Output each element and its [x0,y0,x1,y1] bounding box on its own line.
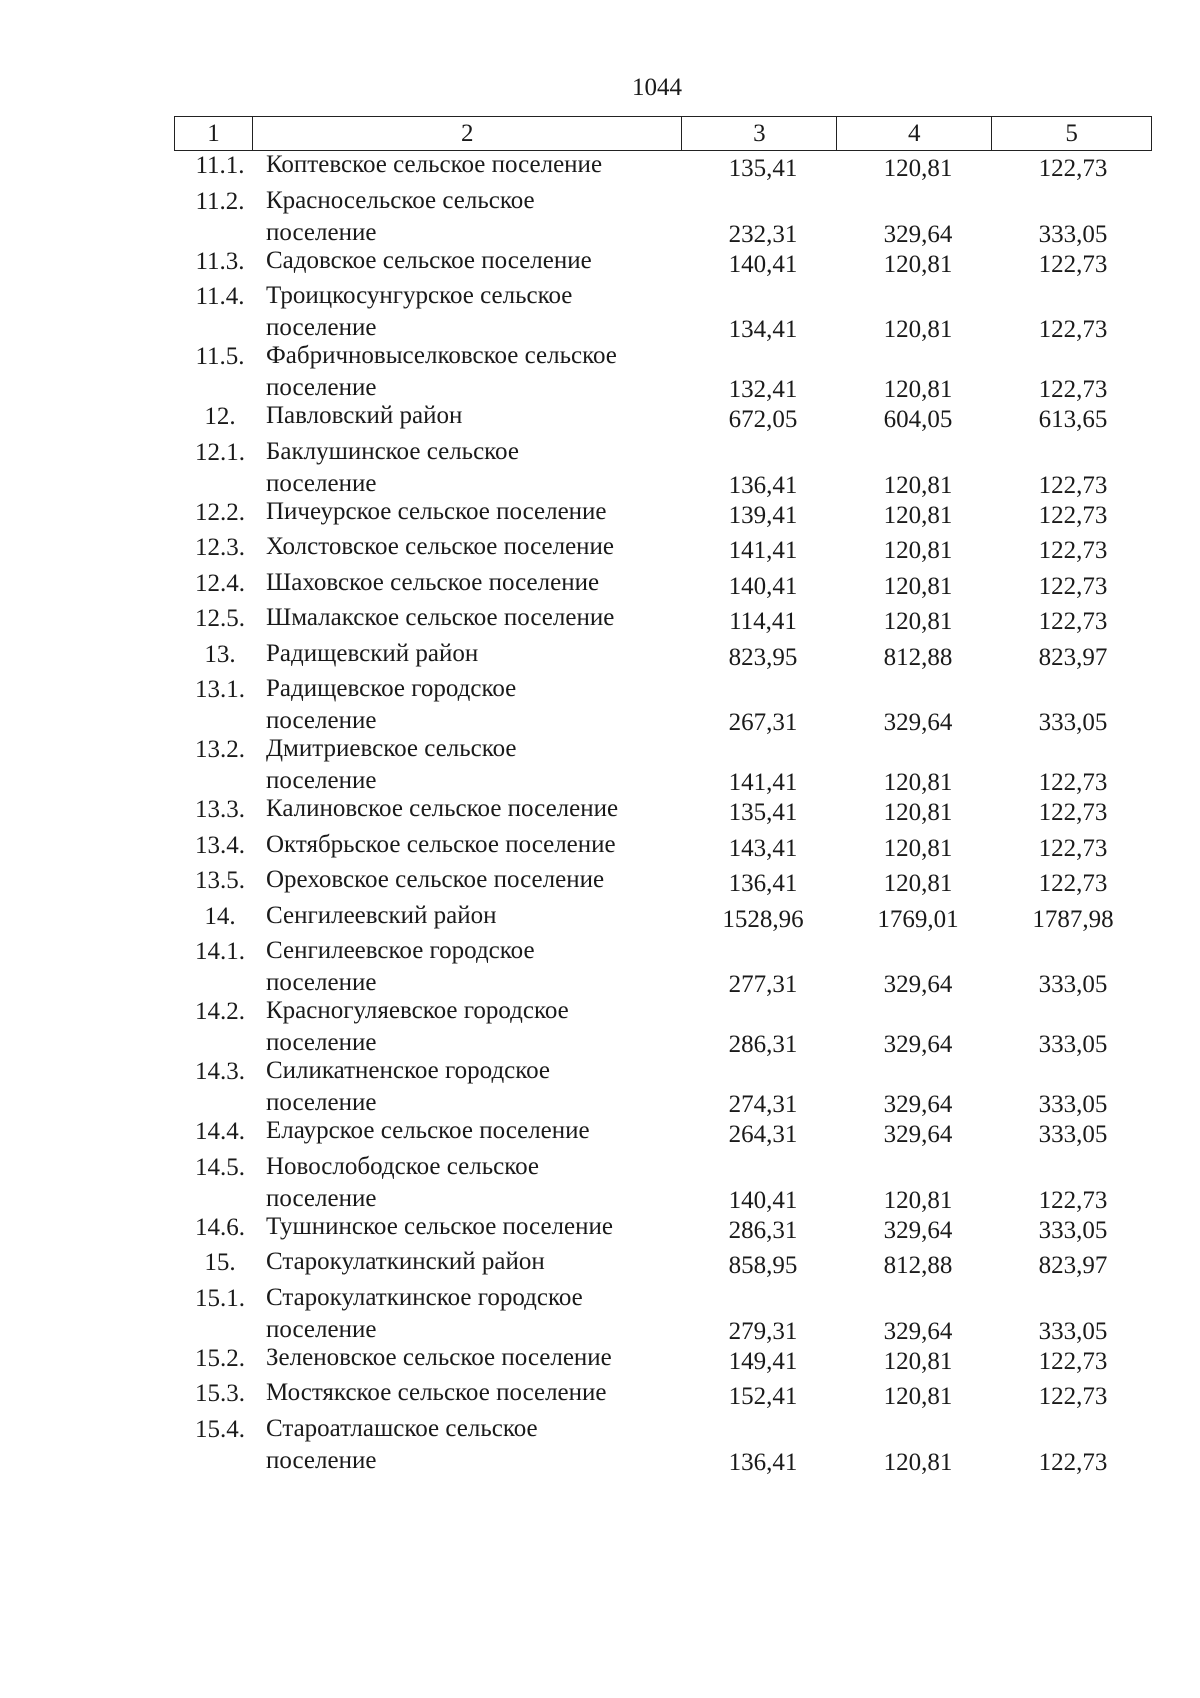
row-value-c4: 329,64 [883,709,953,736]
row-name [266,149,686,181]
row-value-c3: 132,41 [728,376,798,403]
row-value-c5: 122,73 [1038,572,1108,600]
table-row [0,796,1200,832]
row-name-line: Сенгилеевский район [266,901,497,929]
row-value-c4: 120,81 [883,1383,953,1410]
row-value-c3: 286,31 [728,1031,798,1058]
row-name [266,1282,686,1346]
row-value-c3: 140,41 [728,1186,798,1214]
row-value-c5: 333,05 [1038,1031,1108,1058]
row-value-c5: 1787,98 [1032,905,1114,933]
row-name-line: Красногуляевское городское [266,997,569,1024]
row-number: 12. [204,403,236,430]
row-name-line: Троицкосунгурское сельское [266,282,573,309]
row-number: 12.2. [195,498,245,526]
row-value-c3: 140,41 [728,250,798,278]
row-number: 11.4. [195,283,245,310]
table-row [0,1058,1200,1118]
row-name-line: Старокулаткинский район [266,1248,545,1275]
row-name-line: Фабричновыселковское сельское [266,342,617,369]
row-value-c3: 135,41 [728,799,798,826]
row-value-c4: 329,64 [883,1121,953,1148]
row-name [266,436,686,500]
row-name [266,567,686,599]
row-name-line: Павловский район [266,402,463,429]
row-name-line: Зеленовское сельское поселение [266,1343,612,1371]
row-name [266,935,686,999]
row-value-c5: 122,73 [1038,1383,1108,1410]
row-name-line: Староатлашское сельское [266,1414,538,1442]
row-number: 13.5. [195,867,245,894]
row-name-line: Елаурское сельское поселение [266,1117,590,1144]
row-name-line: Баклушинское сельское [266,437,519,465]
row-value-c3: 140,41 [728,572,798,600]
table-header [174,116,1152,151]
table-row [0,1345,1200,1381]
row-number: 12.4. [195,569,245,597]
row-value-c3: 232,31 [728,220,798,248]
table-row [0,641,1200,677]
row-value-c4: 812,88 [883,643,953,671]
row-name [266,280,686,344]
table-row [0,499,1200,535]
row-value-c3: 141,41 [728,537,798,564]
row-number: 14.1. [195,938,245,965]
table-row [0,832,1200,868]
row-name [266,1055,686,1119]
row-number: 12.5. [195,605,245,632]
row-value-c3: 114,41 [729,608,797,635]
row-number: 15.3. [195,1380,245,1407]
table-row [0,188,1200,248]
row-name-line: поселение [266,969,377,996]
table-row [0,570,1200,606]
row-value-c5: 122,73 [1038,501,1108,529]
row-value-c3: 858,95 [728,1252,798,1279]
row-value-c3: 134,41 [728,316,798,343]
row-value-c5: 333,05 [1038,709,1108,736]
row-name-line: поселение [266,1446,377,1474]
row-value-c5: 823,97 [1038,1252,1108,1279]
row-value-c4: 329,64 [883,1317,953,1345]
row-name [266,638,686,670]
row-name-line: поселение [266,1184,377,1212]
row-name-line: поселение [266,374,377,401]
header-col-2: 2 [252,117,682,151]
row-name [266,864,686,896]
row-number: 11.3. [195,247,245,275]
row-value-c4: 120,81 [883,1347,953,1375]
row-name-line: поселение [266,1315,377,1343]
table-row [0,283,1200,343]
row-value-c5: 122,73 [1038,376,1108,403]
row-name [266,1211,686,1243]
row-name-line: Шмалакское сельское поселение [266,604,615,631]
row-value-c4: 329,64 [883,1216,953,1244]
row-value-c4: 120,81 [883,834,953,862]
row-value-c3: 274,31 [728,1091,798,1118]
row-value-c5: 333,05 [1038,1091,1108,1118]
row-value-c3: 141,41 [728,769,798,796]
table-row [0,1380,1200,1416]
row-value-c5: 333,05 [1038,220,1108,248]
row-value-c4: 329,64 [883,971,953,998]
table-row [0,676,1200,736]
row-value-c4: 120,81 [883,870,953,897]
row-name [266,900,686,932]
row-name-line: Дмитриевское сельское [266,735,517,762]
table-row [0,1285,1200,1345]
row-value-c4: 329,64 [883,1091,953,1118]
row-number: 14.2. [195,998,245,1025]
row-value-c5: 122,73 [1038,799,1108,826]
row-name-line: Радищевский район [266,639,479,667]
row-value-c5: 122,73 [1038,834,1108,862]
row-value-c5: 122,73 [1038,155,1108,182]
row-value-c5: 122,73 [1038,608,1108,635]
table-row [0,534,1200,570]
row-value-c3: 135,41 [728,155,798,182]
row-value-c3: 279,31 [728,1317,798,1345]
row-number: 11.2. [195,187,245,215]
row-name-line: Старокулаткинское городское [266,1283,583,1311]
row-number: 15.2. [195,1344,245,1372]
header-col-5: 5 [992,117,1152,151]
row-name [266,531,686,563]
table-row [0,248,1200,284]
row-name-line: Садовское сельское поселение [266,246,592,274]
row-number: 13. [204,640,236,668]
row-value-c3: 136,41 [728,471,798,499]
row-name [266,496,686,528]
row-value-c5: 333,05 [1038,1216,1108,1244]
row-name-line: поселение [266,218,377,246]
row-value-c5: 613,65 [1038,406,1108,433]
row-name [266,1246,686,1278]
row-value-c4: 120,81 [883,316,953,343]
row-number: 12.3. [195,534,245,561]
row-name-line: поселение [266,314,377,341]
row-value-c4: 1769,01 [877,905,959,933]
row-name-line: Коптевское сельское поселение [266,151,603,178]
table-row [0,1249,1200,1285]
table-row [0,343,1200,403]
table-row [0,152,1200,188]
row-name-line: Октябрьское сельское поселение [266,830,616,858]
row-name [266,793,686,825]
row-value-c5: 122,73 [1038,316,1108,343]
row-value-c5: 333,05 [1038,971,1108,998]
table-row [0,439,1200,499]
row-name-line: поселение [266,1089,377,1116]
row-name-line: Ореховское сельское поселение [266,866,605,893]
row-name-line: Мостякское сельское поселение [266,1379,607,1406]
row-name [266,1377,686,1409]
row-name-line: Радищевское городское [266,675,517,702]
row-value-c4: 120,81 [883,250,953,278]
row-number: 12.1. [195,438,245,466]
row-name-line: поселение [266,469,377,497]
row-value-c3: 823,95 [728,643,798,671]
table-row [0,605,1200,641]
row-name [266,602,686,634]
row-name-line: Новослободское сельское [266,1152,539,1180]
row-value-c5: 333,05 [1038,1317,1108,1345]
row-name [266,1151,686,1215]
row-name [266,829,686,861]
header-col-3: 3 [682,117,837,151]
row-number: 13.4. [195,831,245,859]
row-value-c4: 120,81 [883,799,953,826]
row-name-line: Шаховское сельское поселение [266,568,600,596]
row-value-c3: 136,41 [728,1448,798,1476]
row-name-line: Тушнинское сельское поселение [266,1212,613,1240]
row-number: 15. [204,1249,236,1276]
header-col-4: 4 [837,117,992,151]
row-value-c4: 120,81 [883,1186,953,1214]
row-value-c5: 122,73 [1038,1186,1108,1214]
row-name [266,1115,686,1147]
row-number: 15.4. [195,1415,245,1443]
row-name [266,1342,686,1374]
row-value-c3: 277,31 [728,971,798,998]
row-value-c4: 120,81 [883,471,953,499]
row-value-c5: 122,73 [1038,250,1108,278]
row-value-c4: 120,81 [883,769,953,796]
row-value-c3: 139,41 [728,501,798,529]
row-value-c5: 122,73 [1038,537,1108,564]
row-number: 14. [204,902,236,930]
table-row [0,903,1200,939]
row-value-c4: 120,81 [883,501,953,529]
row-name-line: Калиновское сельское поселение [266,795,619,822]
row-name-line: поселение [266,1029,377,1056]
row-name [266,995,686,1059]
row-name-line: Красносельское сельское [266,186,535,214]
row-value-c5: 122,73 [1038,1347,1108,1375]
row-value-c4: 120,81 [883,1448,953,1476]
row-value-c4: 329,64 [883,220,953,248]
row-name [266,400,686,432]
table-row [0,1118,1200,1154]
header-col-1: 1 [175,117,253,151]
row-value-c3: 136,41 [728,870,798,897]
row-value-c4: 604,05 [883,406,953,433]
row-name-line: Пичеурское сельское поселение [266,497,607,525]
row-name [266,245,686,277]
row-value-c3: 149,41 [728,1347,798,1375]
row-number: 14.6. [195,1213,245,1241]
row-value-c3: 1528,96 [722,905,804,933]
row-value-c3: 267,31 [728,709,798,736]
row-number: 11.1. [195,152,245,179]
row-number: 14.4. [195,1118,245,1145]
row-number: 13.1. [195,676,245,703]
table-row [0,403,1200,439]
row-number: 14.3. [195,1058,245,1085]
row-value-c5: 122,73 [1038,870,1108,897]
table-row [0,1154,1200,1214]
row-name-line: поселение [266,707,377,734]
row-value-c4: 120,81 [883,608,953,635]
row-number: 15.1. [195,1284,245,1312]
row-value-c3: 143,41 [728,834,798,862]
row-number: 14.5. [195,1153,245,1181]
row-number: 11.5. [195,343,245,370]
row-value-c5: 333,05 [1038,1121,1108,1148]
row-value-c4: 120,81 [883,537,953,564]
row-value-c5: 122,73 [1038,1448,1108,1476]
row-name-line: Силикатненское городское [266,1057,551,1084]
row-value-c4: 120,81 [883,572,953,600]
row-name [266,340,686,404]
row-value-c5: 122,73 [1038,471,1108,499]
row-name [266,185,686,249]
row-value-c4: 329,64 [883,1031,953,1058]
table-row [0,1214,1200,1250]
row-value-c3: 264,31 [728,1121,798,1148]
row-value-c3: 286,31 [728,1216,798,1244]
row-value-c4: 120,81 [883,376,953,403]
table-row [0,938,1200,998]
row-name [266,1413,686,1477]
table-row [0,736,1200,796]
row-value-c3: 152,41 [728,1383,798,1410]
row-name [266,673,686,737]
row-name [266,733,686,797]
row-name-line: Холстовское сельское поселение [266,533,615,560]
table-row [0,998,1200,1058]
row-value-c5: 122,73 [1038,769,1108,796]
row-value-c3: 672,05 [728,406,798,433]
row-name-line: поселение [266,767,377,794]
row-value-c4: 812,88 [883,1252,953,1279]
row-number: 13.2. [195,736,245,763]
table-row [0,867,1200,903]
row-name-line: Сенгилеевское городское [266,937,535,964]
row-number: 13.3. [195,796,245,823]
table-row [0,1416,1200,1476]
row-value-c5: 823,97 [1038,643,1108,671]
row-value-c4: 120,81 [883,155,953,182]
